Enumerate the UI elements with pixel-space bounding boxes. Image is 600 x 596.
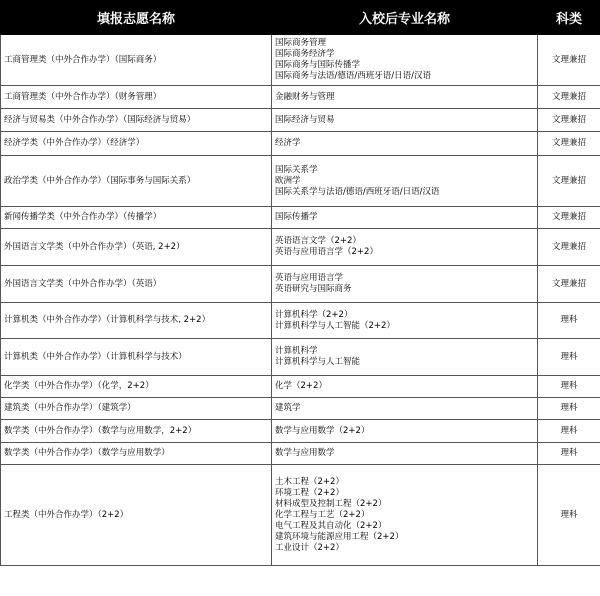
table-row [1,376,600,398]
category-cell: 理科 [538,376,600,398]
table-row [1,398,600,420]
table-row [1,86,600,109]
major-item: 国际商务与法语/德语/西班牙语/日语/汉语 [275,71,431,81]
table-row [1,109,600,132]
major-list-cell [272,398,538,420]
major-item: 国际经济与贸易 [275,114,335,125]
major-list-cell [272,156,538,207]
major-item: 计算机科学 [275,346,318,356]
major-list-cell [272,207,538,229]
major-item: 国际传播学 [275,212,318,222]
program-name-cell: 工商管理类（中外合作办学）（财务管理） [1,86,272,109]
major-item: 英语与应用语言学（2+2） [275,247,378,257]
major-item: 英语研究与国际商务 [275,284,352,294]
major-list-cell [272,443,538,465]
program-name-cell: 数学类（中外合作办学）（数学与应用数学，2+2） [1,420,272,443]
program-name-cell: 外国语言文学类（中外合作办学）（英语） [1,266,272,303]
program-name-cell: 数学类（中外合作办学）（数学与应用数学） [1,443,272,465]
major-item: 建筑学 [275,403,301,413]
major-item: 经济学 [275,138,301,148]
category-cell: 文理兼招 [538,132,600,156]
major-list-cell [272,339,538,376]
major-item: 计算机科学（2+2） [275,309,353,320]
program-name-cell: 化学类（中外合作办学）（化学，2+2） [1,376,272,398]
major-list-cell [272,229,538,266]
program-name-cell: 新闻传播学类（中外合作办学）（传播学） [1,207,272,229]
table-row [1,465,600,566]
header-category: 科类 [538,1,600,35]
program-name-cell: 工程类（中外合作办学）（2+2） [1,465,272,566]
table-row [1,303,600,339]
category-cell: 理科 [538,420,600,443]
table-row [1,132,600,156]
table-row [1,266,600,303]
table-row [1,229,600,266]
category-cell: 文理兼招 [538,109,600,132]
major-item: 英语与应用语言学 [275,273,344,283]
major-list-cell [272,86,538,109]
table-row [1,420,600,443]
category-cell: 理科 [538,398,600,420]
program-name-cell: 经济与贸易类（中外合作办学）（国际经济与贸易） [1,109,272,132]
program-name-cell: 建筑类（中外合作办学）（建筑学） [1,398,272,420]
major-list-cell [272,303,538,339]
major-item: 材料成型及控制工程（2+2） [275,498,387,509]
category-cell: 文理兼招 [538,156,600,207]
major-item: 英语语言文学（2+2） [275,236,361,246]
major-item: 计算机科学与人工智能（2+2） [275,320,395,331]
table-row [1,156,600,207]
table-header-row [1,1,600,35]
major-item: 电气工程及其自动化（2+2） [275,520,387,531]
program-name-cell: 计算机类（中外合作办学）（计算机科学与技术） [1,339,272,376]
major-list-cell [272,420,538,443]
major-item: 国际关系学 [275,164,318,175]
major-item: 工业设计（2+2） [275,542,344,553]
category-cell: 文理兼招 [538,266,600,303]
major-item: 欧洲学 [275,175,301,186]
major-list-cell [272,132,538,156]
category-cell: 理科 [538,443,600,465]
program-name-cell: 外国语言文学类（中外合作办学）（英语, 2+2） [1,229,272,266]
table-row [1,207,600,229]
program-name-cell: 计算机类（中外合作办学）（计算机科学与技术, 2+2） [1,303,272,339]
major-item: 国际商务管理 [275,38,327,48]
table-row [1,339,600,376]
major-list-cell [272,376,538,398]
major-list-cell [272,35,538,86]
major-item: 土木工程（2+2） [275,476,344,487]
category-cell: 文理兼招 [538,86,600,109]
major-item: 化学（2+2） [275,381,327,391]
header-major-name: 入校后专业名称 [272,1,538,35]
major-list-cell [272,109,538,132]
category-cell: 理科 [538,303,600,339]
major-item: 国际商务经济学 [275,49,335,59]
header-program-name: 填报志愿名称 [1,1,272,35]
category-cell: 理科 [538,465,600,566]
major-item: 金融财务与管理 [275,91,335,102]
major-item: 国际关系学与法语/德语/西班牙语/日语/汉语 [275,186,440,197]
major-list-cell [272,465,538,566]
major-item: 国际商务与国际传播学 [275,60,361,70]
major-item: 计算机科学与人工智能 [275,357,361,367]
program-name-cell: 工商管理类（中外合作办学）（国际商务） [1,35,272,86]
program-name-cell: 经济学类（中外合作办学）（经济学） [1,132,272,156]
major-item: 建筑环境与能源应用工程（2+2） [275,531,404,542]
category-cell: 文理兼招 [538,207,600,229]
table-row [1,443,600,465]
category-cell: 文理兼招 [538,35,600,86]
table-row [1,35,600,86]
category-cell: 理科 [538,339,600,376]
major-item: 数学与应用数学 [275,448,335,458]
major-item: 化学工程与工艺（2+2） [275,509,370,520]
category-cell: 文理兼招 [538,229,600,266]
major-item: 数学与应用数学（2+2） [275,425,370,436]
major-list-cell [272,266,538,303]
program-name-cell: 政治学类（中外合作办学）（国际事务与国际关系） [1,156,272,207]
major-item: 环境工程（2+2） [275,487,344,498]
